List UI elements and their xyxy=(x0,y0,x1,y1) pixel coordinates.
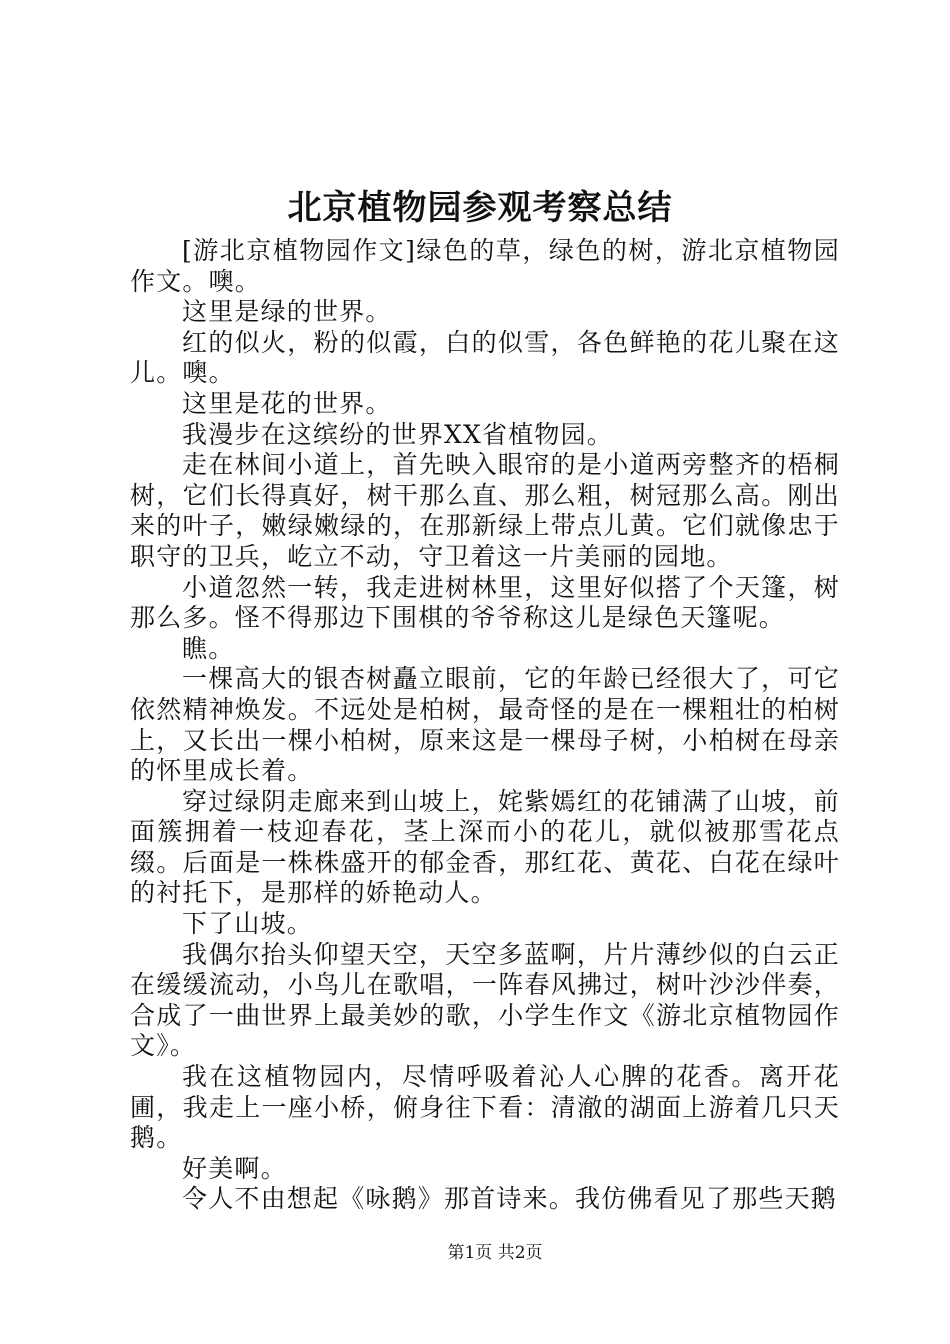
paragraph: 令人不由想起《咏鹅》那首诗来。我仿佛看见了那些天鹅 xyxy=(182,1184,838,1214)
paragraph: 小道忽然一转，我走进树林里，这里好似搭了个天篷，树那么多。怪不得那边下围棋的爷爷称这儿是绿色天篷呢。 xyxy=(130,572,840,633)
document-title: 北京植物园参观考察总结 xyxy=(287,188,673,228)
paragraph: [游北京植物园作文]绿色的草，绿色的树，游北京植物园作文。噢。 xyxy=(130,236,840,296)
paragraph: 好美啊。 xyxy=(182,1153,287,1183)
paragraph: 这里是绿的世界。 xyxy=(182,297,392,327)
paragraph: 红的似火，粉的似霞，白的似雪，各色鲜艳的花儿聚在这儿。噢。 xyxy=(130,327,840,388)
paragraph: 下了山坡。 xyxy=(182,909,314,939)
paragraph: 我偶尔抬头仰望天空，天空多蓝啊，片片薄纱似的白云正在缓缓流动，小鸟儿在歌唱，一阵春风拂过，树叶沙沙伴奏，合成了一曲世界上最美妙的歌，小学生作文《游北京植物园作文》。 xyxy=(130,939,840,1061)
paragraph: 走在林间小道上，首先映入眼帘的是小道两旁整齐的梧桐树，它们长得真好，树干那么直、那么粗，树冠那么高。刚出来的叶子，嫩绿嫩绿的，在那新绿上带点儿黄。它们就像忠于职守的卫兵，屹立不动，守卫着这一片美丽的园地。 xyxy=(130,450,840,571)
paragraph: 这里是花的世界。 xyxy=(182,388,392,418)
paragraph: 我漫步在这缤纷的世界XX省植物园。 xyxy=(182,419,613,449)
page-footer: 第1页 共2页 xyxy=(447,1243,543,1263)
paragraph: 瞧。 xyxy=(182,633,235,663)
paragraph: 我在这植物园内，尽情呼吸着沁人心脾的花香。离开花圃，我走上一座小桥，俯身往下看：清澈的湖面上游着几只天鹅。 xyxy=(130,1062,840,1153)
paragraph: 一棵高大的银杏树矗立眼前，它的年龄已经很大了，可它依然精神焕发。不远处是柏树，最奇怪的是在一棵粗壮的柏树上，又长出一棵小柏树，原来这是一棵母子树，小柏树在母亲的怀里成长着。 xyxy=(130,664,840,786)
paragraph: 穿过绿阴走廊来到山坡上，姹紫嫣红的花铺满了山坡，前面簇拥着一枝迎春花，茎上深而小的花儿，就似被那雪花点缀。后面是一株株盛开的郁金香，那红花、黄花、白花在绿叶的衬托下，是那样的娇艳动人。 xyxy=(130,786,840,908)
document-body xyxy=(130,236,840,1215)
